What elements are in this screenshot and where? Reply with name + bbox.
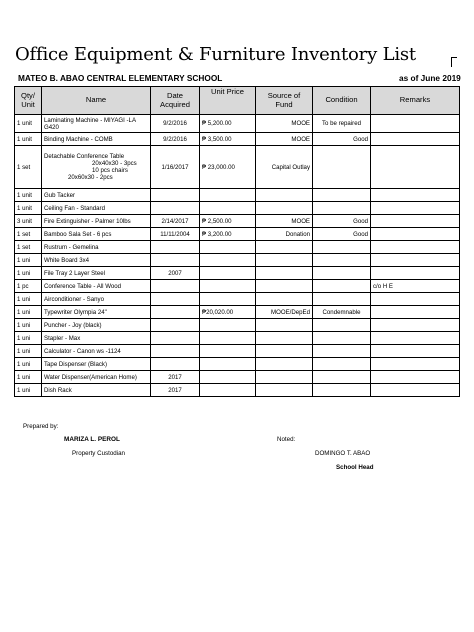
- cell-name: Laminating Machine - MIYAGI -LA G420: [42, 115, 151, 133]
- cell-qty: 1 uni: [15, 384, 42, 397]
- cell-qty: 1 set: [15, 228, 42, 241]
- cell-name: Dish Rack: [42, 384, 151, 397]
- cell-unit-price: [200, 319, 256, 332]
- cell-source-of-fund: [256, 345, 313, 358]
- table-row: [15, 306, 460, 319]
- cell-condition: [313, 202, 371, 215]
- cell-name: Airconditioner - Sanyo: [42, 293, 151, 306]
- cell-unit-price: [200, 345, 256, 358]
- cell-date: [151, 319, 200, 332]
- cell-date: 2007: [151, 267, 200, 280]
- cell-source-of-fund: Donation: [256, 228, 313, 241]
- cell-unit-price: [200, 293, 256, 306]
- school-name: MATEO B. ABAO CENTRAL ELEMENTARY SCHOOL: [18, 73, 223, 83]
- cell-name: Detachable Conference Table 20x40x30 - 3pcs 10 pcs chairs 20x60x30 - 2pcs: [42, 146, 151, 189]
- cell-name: Bamboo Sala Set - 6 pcs: [42, 228, 151, 241]
- cell-name: Calculator - Canon ws -1124: [42, 345, 151, 358]
- cell-unit-price: [200, 371, 256, 384]
- cell-unit-price: [200, 384, 256, 397]
- header-date: Date Acquired: [151, 87, 200, 115]
- cell-remarks: [371, 228, 460, 241]
- cell-name: Conference Table - All Wood: [42, 280, 151, 293]
- cell-condition: Condemnable: [313, 306, 371, 319]
- cell-date: 2/14/2017: [151, 215, 200, 228]
- cell-name: File Tray 2 Layer Steel: [42, 267, 151, 280]
- cell-qty: 1 pc: [15, 280, 42, 293]
- cell-unit-price: [200, 280, 256, 293]
- cell-remarks: [371, 215, 460, 228]
- cell-remarks: [371, 189, 460, 202]
- cell-source-of-fund: MOOE: [256, 215, 313, 228]
- cell-date: [151, 358, 200, 371]
- cell-qty: 1 uni: [15, 267, 42, 280]
- preparer-role: Property Custodian: [72, 450, 125, 457]
- cell-qty: 1 uni: [15, 332, 42, 345]
- cell-condition: [313, 293, 371, 306]
- cell-source-of-fund: [256, 358, 313, 371]
- cell-unit-price: ₱ 3,200.00: [200, 228, 256, 241]
- cell-date: 11/11/2004: [151, 228, 200, 241]
- cell-unit-price: ₱ 5,200.00: [200, 115, 256, 133]
- cell-remarks: [371, 345, 460, 358]
- cell-condition: [313, 345, 371, 358]
- as-of-date: as of June 2019: [399, 73, 461, 83]
- cell-condition: [313, 319, 371, 332]
- cell-date: 9/2/2016: [151, 133, 200, 146]
- table-row: [15, 345, 460, 358]
- cell-date: [151, 345, 200, 358]
- table-body: [15, 115, 460, 397]
- cell-condition: [313, 358, 371, 371]
- cell-source-of-fund: MOOE/DepEd: [256, 306, 313, 319]
- corner-mark: [451, 57, 457, 67]
- school-head-role: School Head: [336, 464, 374, 471]
- table-row: [15, 358, 460, 371]
- cell-unit-price: [200, 254, 256, 267]
- cell-qty: 1 uni: [15, 254, 42, 267]
- cell-name: Puncher - Joy (black): [42, 319, 151, 332]
- cell-remarks: [371, 332, 460, 345]
- cell-unit-price: [200, 241, 256, 254]
- table-row: [15, 133, 460, 146]
- cell-condition: [313, 280, 371, 293]
- cell-qty: 1 set: [15, 146, 42, 189]
- cell-remarks: [371, 293, 460, 306]
- cell-unit-price: [200, 267, 256, 280]
- cell-remarks: [371, 254, 460, 267]
- cell-condition: [313, 267, 371, 280]
- table-row: [15, 332, 460, 345]
- table-row: [15, 254, 460, 267]
- cell-condition: [313, 146, 371, 189]
- cell-name: Typewriter Olympia 24": [42, 306, 151, 319]
- table-row: [15, 202, 460, 215]
- cell-unit-price: [200, 332, 256, 345]
- cell-date: [151, 241, 200, 254]
- table-row: [15, 228, 460, 241]
- header-qty: Qty/ Unit: [15, 87, 42, 115]
- cell-date: [151, 280, 200, 293]
- cell-qty: 1 unit: [15, 202, 42, 215]
- cell-condition: [313, 189, 371, 202]
- cell-name: Fire Extinguisher - Palmer 10lbs: [42, 215, 151, 228]
- cell-name: White Board 3x4: [42, 254, 151, 267]
- cell-qty: 1 unit: [15, 115, 42, 133]
- cell-date: [151, 202, 200, 215]
- cell-qty: 1 unit: [15, 133, 42, 146]
- school-head-name: DOMINGO T. ABAO: [315, 450, 371, 457]
- cell-name: Binding Machine - COMB: [42, 133, 151, 146]
- cell-name: Ceiling Fan - Standard: [42, 202, 151, 215]
- cell-unit-price: [200, 358, 256, 371]
- cell-source-of-fund: [256, 384, 313, 397]
- cell-condition: [313, 241, 371, 254]
- cell-condition: [313, 254, 371, 267]
- table-row: [15, 371, 460, 384]
- table-row: [15, 280, 460, 293]
- cell-date: [151, 189, 200, 202]
- table-row: [15, 146, 460, 189]
- preparer-name: MARIZA L. PEROL: [64, 436, 120, 443]
- inventory-table: [14, 86, 460, 397]
- cell-source-of-fund: [256, 254, 313, 267]
- table-row: [15, 267, 460, 280]
- cell-unit-price: ₱ 23,000.00: [200, 146, 256, 189]
- cell-source-of-fund: [256, 371, 313, 384]
- cell-source-of-fund: [256, 293, 313, 306]
- cell-unit-price: ₱ 3,500.00: [200, 133, 256, 146]
- cell-qty: 1 uni: [15, 319, 42, 332]
- cell-name: Gub Tacker: [42, 189, 151, 202]
- cell-remarks: [371, 202, 460, 215]
- cell-source-of-fund: MOOE: [256, 133, 313, 146]
- table-row: [15, 115, 460, 133]
- header-source: Source of Fund: [256, 87, 313, 115]
- table-row: [15, 293, 460, 306]
- cell-qty: 1 unit: [15, 189, 42, 202]
- cell-source-of-fund: [256, 202, 313, 215]
- cell-condition: [313, 371, 371, 384]
- cell-remarks: [371, 267, 460, 280]
- cell-condition: Good: [313, 228, 371, 241]
- header-remarks: Remarks: [371, 87, 460, 115]
- cell-source-of-fund: [256, 267, 313, 280]
- cell-condition: [313, 332, 371, 345]
- cell-remarks: [371, 146, 460, 189]
- cell-condition: Good: [313, 215, 371, 228]
- cell-date: 1/16/2017: [151, 146, 200, 189]
- cell-date: [151, 306, 200, 319]
- header-condition: Condition: [313, 87, 371, 115]
- cell-date: 2017: [151, 371, 200, 384]
- cell-remarks: [371, 115, 460, 133]
- cell-date: [151, 254, 200, 267]
- cell-source-of-fund: [256, 241, 313, 254]
- prepared-by-label: Prepared by:: [23, 423, 59, 430]
- cell-remarks: [371, 319, 460, 332]
- header-price: Unit Price: [200, 87, 256, 115]
- cell-unit-price: ₱ 2,500.00: [200, 215, 256, 228]
- cell-remarks: [371, 384, 460, 397]
- cell-source-of-fund: [256, 319, 313, 332]
- cell-condition: Good: [313, 133, 371, 146]
- cell-name: Stapler - Max: [42, 332, 151, 345]
- cell-name: Tape Dispenser (Black): [42, 358, 151, 371]
- cell-date: 9/2/2016: [151, 115, 200, 133]
- table-row: [15, 215, 460, 228]
- cell-remarks: [371, 306, 460, 319]
- cell-remarks: [371, 358, 460, 371]
- cell-unit-price: [200, 202, 256, 215]
- document-title: Office Equipment & Furniture Inventory List: [15, 44, 416, 65]
- cell-source-of-fund: [256, 280, 313, 293]
- cell-source-of-fund: [256, 189, 313, 202]
- cell-remarks: [371, 133, 460, 146]
- cell-qty: 1 uni: [15, 345, 42, 358]
- table-row: [15, 241, 460, 254]
- table-row: [15, 384, 460, 397]
- cell-qty: 1 uni: [15, 293, 42, 306]
- cell-source-of-fund: Capital Outlay: [256, 146, 313, 189]
- cell-unit-price: ₱20,020.00: [200, 306, 256, 319]
- cell-remarks: [371, 241, 460, 254]
- cell-qty: 3 unit: [15, 215, 42, 228]
- table-row: [15, 189, 460, 202]
- cell-remarks: [371, 371, 460, 384]
- cell-date: [151, 332, 200, 345]
- cell-date: [151, 293, 200, 306]
- cell-qty: 1 uni: [15, 371, 42, 384]
- cell-source-of-fund: MOOE: [256, 115, 313, 133]
- cell-qty: 1 uni: [15, 306, 42, 319]
- table-row: [15, 319, 460, 332]
- cell-remarks: c/o H E: [371, 280, 460, 293]
- noted-label: Noted:: [277, 436, 296, 443]
- cell-condition: [313, 384, 371, 397]
- header-name: Name: [42, 87, 151, 115]
- cell-name: Water Dispenser(American Home): [42, 371, 151, 384]
- cell-source-of-fund: [256, 332, 313, 345]
- table-header-row: [15, 87, 460, 115]
- cell-unit-price: [200, 189, 256, 202]
- cell-qty: 1 set: [15, 241, 42, 254]
- cell-qty: 1 uni: [15, 358, 42, 371]
- cell-name: Rustrum - Gemelina: [42, 241, 151, 254]
- cell-date: 2017: [151, 384, 200, 397]
- cell-condition: To be repaired: [313, 115, 371, 133]
